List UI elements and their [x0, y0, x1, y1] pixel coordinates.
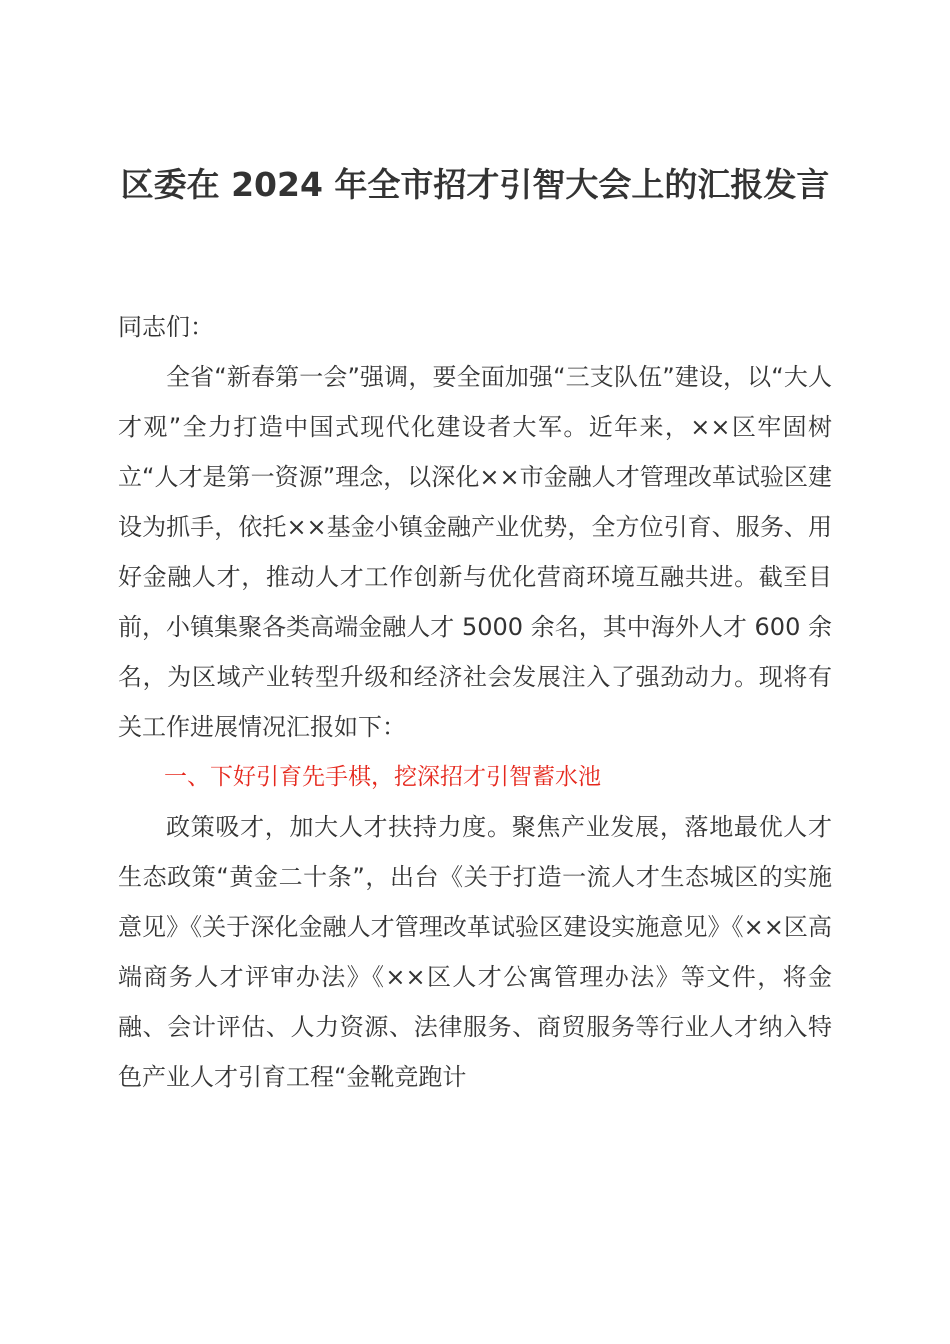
- section-heading: 一、下好引育先手棋，挖深招才引智蓄水池: [164, 764, 601, 790]
- section-paragraph: 政策吸才，加大人才扶持力度。聚焦产业发展，落地最优人才生态政策“黄金二十条”，出台《关于打造一流人才生态城区的实施意见》《关于深化金融人才管理改革试验区建设实施意见》《××区高端商务人才评审办法》《××区人才公寓管理办法》等文件，将金融、会计评估、人力资源、法律服务、商贸服务等行业人才纳入特色产业人才引育工程“金靴竞跑计: [118, 813, 832, 1091]
- intro-paragraph: 全省“新春第一会”强调，要全面加强“三支队伍”建设，以“大人才观”全力打造中国式现代化建设者大军。近年来，××区牢固树立“人才是第一资源”理念，以深化××市金融人才管理改革试验区建设为抓手，依托××基金小镇金融产业优势，全方位引育、服务、用好金融人才，推动人才工作创新与优化营商环境互融共进。截至目前，小镇集聚各类高端金融人才 5000 余名，其中海外人才 600 余名，为区域产业转型升级和经济社会发展注入了强劲动力。现将有关工作进展情况汇报如下：: [118, 363, 832, 741]
- document-title: 区委在 2024 年全市招才引智大会上的汇报发言: [120, 165, 830, 204]
- salutation: 同志们：: [118, 313, 214, 341]
- document-body: [118, 302, 832, 1102]
